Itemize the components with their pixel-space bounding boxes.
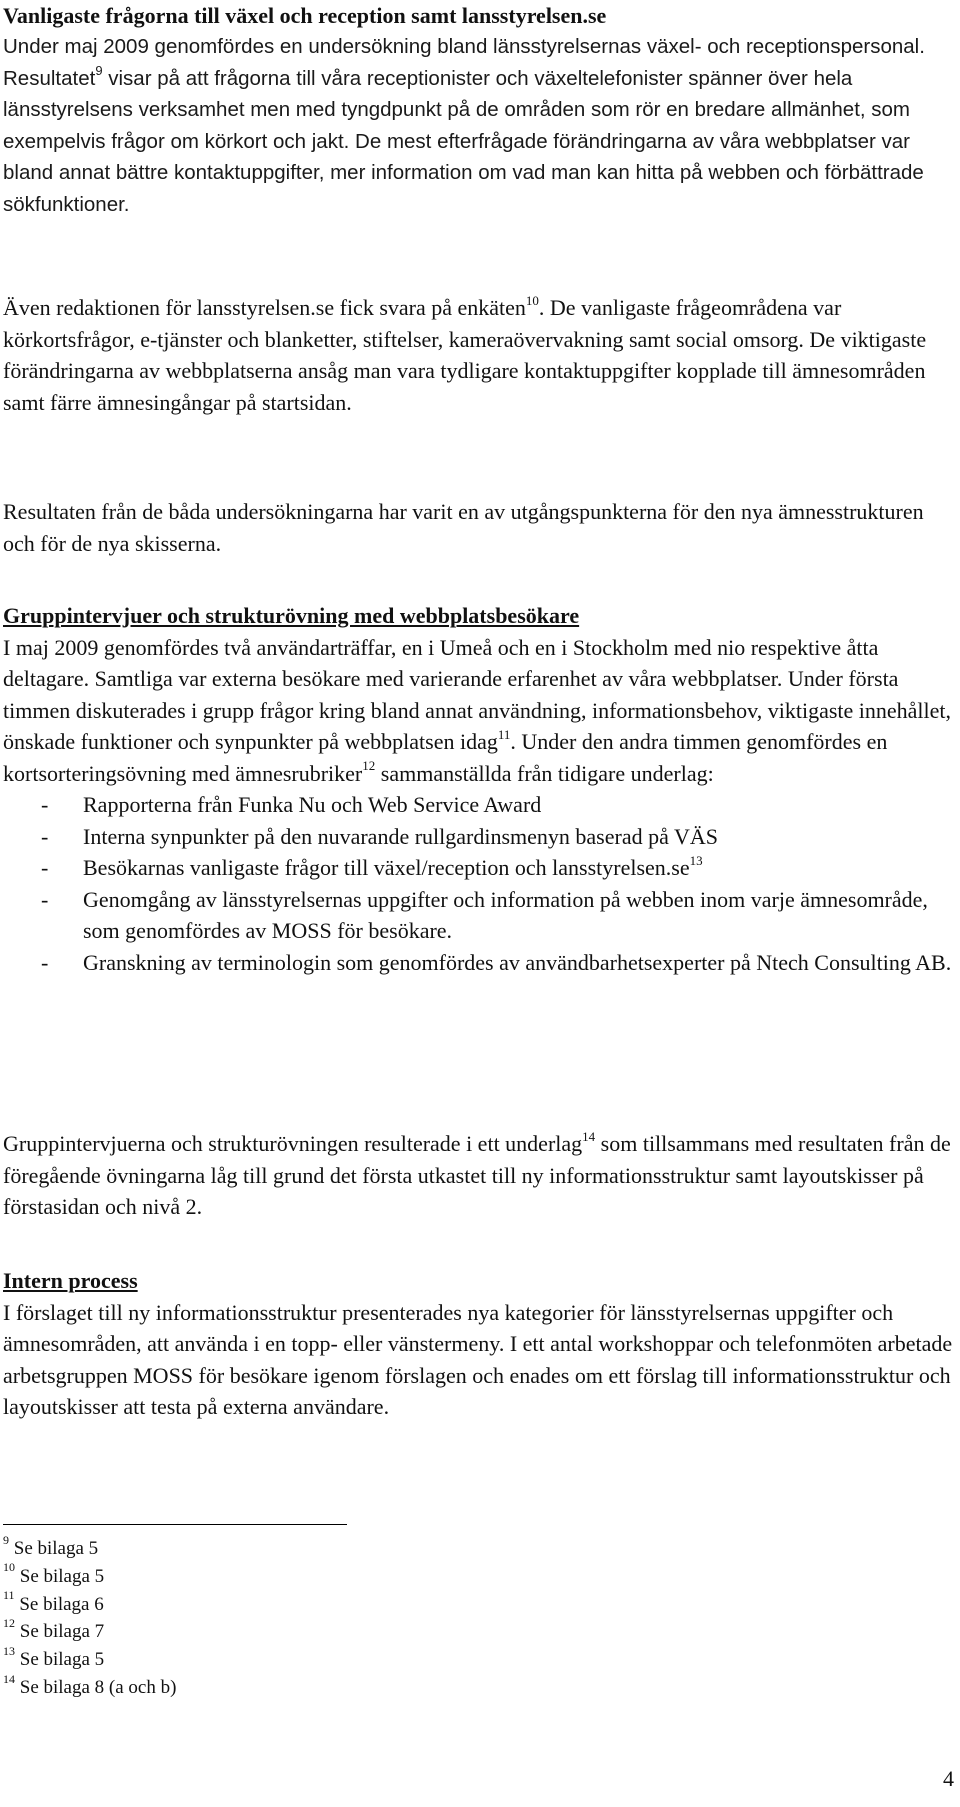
- footnote: [3, 1588, 176, 1619]
- footnote-number: 13: [3, 1643, 15, 1658]
- footnote: [3, 1532, 176, 1563]
- paragraph-text: I maj 2009 genomfördes två användarträffar, en i Umeå och en i Stockholm med nio respektive åtta deltagare. Samtliga var externa besökare med varierande erfarenhet av våra webbplatser. Under första timmen diskuterades i grupp frågor kring bland annat användning, informationsbehov, viktigaste innehållet, önskade funktioner och synpunkter på webbplatsen idag: [3, 634, 952, 754]
- paragraph-text: . Under den andra timmen genomfördes en kortsorteringsövning med ämnesrubriker: [3, 729, 888, 786]
- paragraph-text: Under maj 2009 genomfördes en undersökning bland länsstyrelsernas växel- och receptionspersonal. Resultatet: [3, 35, 925, 90]
- paragraph-resultaten: [3, 496, 953, 559]
- footnote-number: 11: [3, 1588, 15, 1603]
- paragraph-text: I förslaget till ny informationsstruktur presenterades nya kategorier för länsstyrelsernas uppgifter och ämnesområden, att använda i en topp- eller vänstermeny. I ett antal workshoppar och telefonmöten arbetade arbetsgruppen MOSS för besökare igenom förslagen och enades om ett förslag till informationsstruktur och layoutskisser att testa på externa användare.: [3, 1299, 953, 1419]
- footnote: [3, 1560, 176, 1591]
- footnote-text: Se bilaga 6: [19, 1593, 104, 1615]
- paragraph-text: visar på att frågorna till våra receptionister och växeltelefonister spänner över hela länsstyrelsens verksamhet men med tyngdpunkt på de områden som rör en bredare allmänhet, som exempelvis frågor om körkort och jakt. De mest efterfrågade förändringarna av våra webbplatser var bland annat bättre kontaktuppgifter, mer information om vad man kan hitta på webben och förbättrade sökfunktioner.: [3, 66, 924, 216]
- list-item-text: Besökarnas vanligaste frågor till växel/reception och lansstyrelsen.se: [83, 855, 690, 880]
- list-item: [3, 947, 953, 979]
- list-item-text: Interna synpunkter på den nuvarande rullgardinsmenyn baserad på VÄS: [83, 823, 718, 849]
- footnote-number: 10: [3, 1560, 15, 1575]
- footnotes: [3, 1532, 177, 1702]
- footnote-number: 9: [3, 1532, 9, 1547]
- list-item: [3, 852, 953, 884]
- page-number: 4: [943, 1766, 954, 1791]
- section-gruppintervjuer: [3, 600, 953, 978]
- footnote: [3, 1618, 176, 1646]
- footnote-divider: [3, 1524, 347, 1525]
- footnote-text: Se bilaga 7: [19, 1621, 105, 1643]
- paragraph-survey-reception: [3, 31, 951, 220]
- section-heading-intern-process: Intern process: [3, 1268, 138, 1293]
- footnote-number: 14: [3, 1671, 15, 1686]
- section-heading-vanligaste-fragorna: Vanligaste frågorna till växel och reception samt lansstyrelsen.se: [3, 3, 607, 28]
- paragraph-gruppintervjuerna-resultat: [3, 1128, 953, 1223]
- footnote-text: Se bilaga 8 (a och b): [19, 1676, 177, 1698]
- paragraph-text: sammanställda från tidigare underlag:: [375, 760, 714, 786]
- footnote-ref-9: 9: [95, 62, 103, 78]
- paragraph-text: Även redaktionen för lansstyrelsen.se fick svara på enkäten: [3, 295, 526, 320]
- footnote-text: Se bilaga 5: [13, 1538, 99, 1559]
- footnote-text: Se bilaga 5: [19, 1649, 105, 1671]
- list-item-text: Rapporterna från Funka Nu och Web Service Award: [83, 792, 542, 817]
- paragraph-text: som tillsammans med resultaten från de föregående övningarna låg till grund det första utkastet till ny informationsstruktur samt layoutskisser på förstasidan och nivå 2.: [3, 1131, 951, 1219]
- footnote-ref-14: 14: [582, 1128, 596, 1144]
- source-list: [3, 789, 953, 978]
- list-item: [3, 789, 953, 821]
- paragraph-text: Resultaten från de båda undersökningarna har varit en av utgångspunkterna för den nya ämnesstrukturen och för de nya skisserna.: [3, 499, 924, 556]
- list-item: [3, 821, 953, 853]
- footnote: [3, 1643, 176, 1674]
- paragraph-redaktionen: [3, 292, 953, 418]
- footnote-number: 12: [3, 1616, 15, 1631]
- footnote-ref-13: 13: [689, 852, 703, 868]
- footnote-ref-11: 11: [497, 726, 511, 742]
- list-item-text: Genomgång av länsstyrelsernas uppgifter och information på webben inom varje ämnesområde, som genomfördes av MOSS för besökare.: [83, 886, 928, 943]
- paragraph-text: . De vanligaste frågeområdena var körkortsfrågor, e-tjänster och blanketter, stiftelser, kameraövervakning samt social omsorg. De viktigaste förändringarna av webbplatserna ansåg man vara tydligare kontaktuppgifter kopplade till ämnesområden samt färre ämnesingångar på startsidan.: [3, 295, 927, 415]
- paragraph-text: Gruppintervjuerna och strukturövningen resulterade i ett underlag: [3, 1131, 583, 1156]
- list-item-text: Granskning av terminologin som genomfördes av användbarhetsexperter på Ntech Consulting AB.: [83, 949, 952, 975]
- footnote-text: Se bilaga 5: [19, 1565, 105, 1587]
- list-item: [3, 884, 953, 947]
- section-intern-process: [3, 1265, 953, 1423]
- section-heading-gruppintervjuer: Gruppintervjuer och strukturövning med webbplatsbesökare: [3, 603, 580, 628]
- footnote-ref-10: 10: [525, 292, 539, 308]
- footnote-ref-12: 12: [362, 758, 376, 774]
- footnote: [3, 1671, 177, 1702]
